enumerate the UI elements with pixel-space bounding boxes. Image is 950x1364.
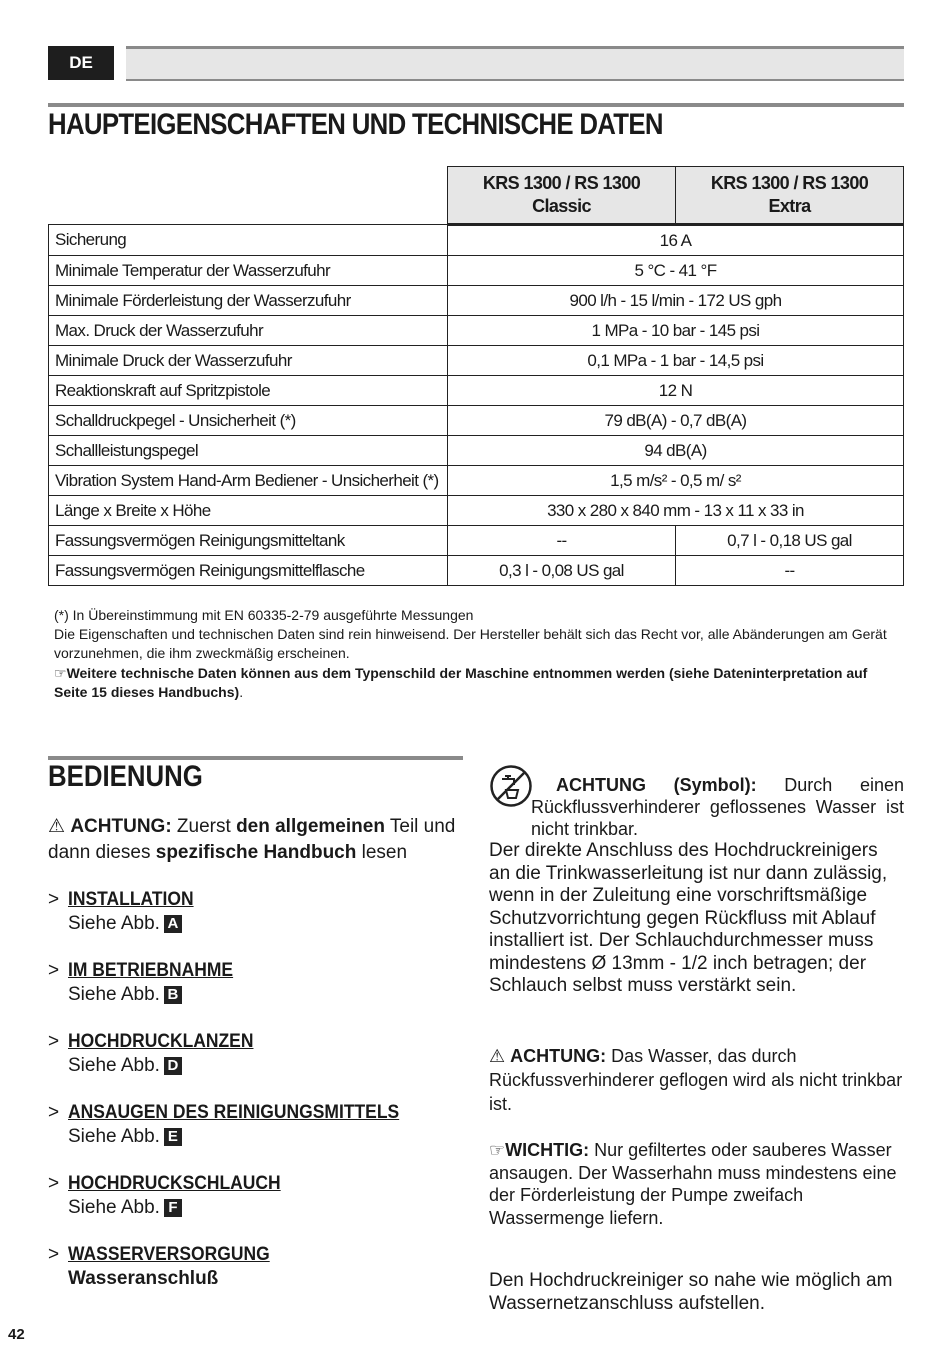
index-link[interactable]: HOCHDRUCKSCHLAUCH [68, 1173, 281, 1194]
index-item-installation: > INSTALLATION Siehe Abb. A [48, 889, 194, 934]
index-link[interactable]: ANSAUGEN DES REINIGUNGSMITTELS [68, 1102, 400, 1123]
index-subheading: Wasseranschluß [68, 1268, 219, 1289]
figure-badge: D [164, 1057, 182, 1075]
pointing-hand-icon: ☞ [489, 1140, 506, 1160]
measurement-note: (*) In Übereinstimmung mit EN 60335-2-79 ausgeführte Messungen [54, 607, 474, 623]
warning-icon: ⚠ [48, 816, 66, 837]
table-row: Minimale Temperatur der Wasserzufuhr 5 °C - 41 °F [49, 256, 904, 286]
language-badge: DE [48, 46, 114, 80]
table-row: Reaktionskraft auf Spritzpistole 12 N [49, 376, 904, 406]
water-supply-info [489, 764, 904, 998]
title-rule [48, 103, 904, 107]
index-item-hochdruckschlauch: > HOCHDRUCKSCHLAUCH Siehe Abb. F [48, 1173, 281, 1218]
table-row: Länge x Breite x Höhe 330 x 280 x 840 mm - 13 x 11 x 33 in [49, 496, 904, 526]
pointing-hand-icon: ☞ [54, 665, 67, 681]
column-header-classic: KRS 1300 / RS 1300 Classic [448, 167, 676, 225]
index-item-wasserversorgung [48, 1243, 468, 1314]
table-row: Schallleistungspegel 94 dB(A) [49, 436, 904, 466]
spec-table [48, 166, 904, 586]
index-item-reinigungsmittel: > ANSAUGEN DES REINIGUNGSMITTELS Siehe Abb. E [48, 1102, 400, 1147]
table-row: Max. Druck der Wasserzufuhr 1 MPa - 10 bar - 145 psi [49, 316, 904, 346]
chevron-right-icon: > [48, 960, 60, 981]
chevron-right-icon: > [48, 1102, 60, 1123]
warning-icon: ⚠ [489, 1046, 506, 1066]
index-item-hochdrucklanzen: > HOCHDRUCKLANZEN Siehe Abb. D [48, 1031, 254, 1076]
important-note: ☞WICHTIG: Nur gefiltertes oder sauberes Wasser ansaugen. Der Wasserhahn muss mindestens eine der Förderleistung der Pumpe zweifach Wassermenge liefern. [489, 1140, 897, 1228]
placement-paragraph: Den Hochdruckreiniger so nahe wie möglich am Wassernetzanschluss aufstellen. [489, 1270, 893, 1314]
table-row: Minimale Druck der Wasserzufuhr 0,1 MPa - 1 bar - 14,5 psi [49, 346, 904, 376]
chevron-right-icon: > [48, 1031, 60, 1052]
index-item-betriebnahme: > IM BETRIEBNAHME Siehe Abb. B [48, 960, 234, 1005]
general-warning: ⚠ ACHTUNG: Zuerst den allgemeinen Teil und dann dieses spezifische Handbuch lesen [48, 816, 456, 863]
figure-badge: E [164, 1128, 182, 1146]
table-row: Vibration System Hand-Arm Bediener - Unsicherheit (*) 1,5 m/s² - 0,5 m/ s² [49, 466, 904, 496]
table-row: Fassungsvermögen Reinigungsmittelflasche 0,3 l - 0,08 US gal -- [49, 556, 904, 586]
table-row: Fassungsvermögen Reinigungsmitteltank -- 0,7 l - 0,18 US gal [49, 526, 904, 556]
figure-badge: B [164, 986, 182, 1004]
disclaimer-note: Die Eigenschaften und technischen Daten sind rein hinweisend. Der Hersteller behält sich das Recht vor, alle Abänderungen am Gerät vorzunehmen, die ihm zweckmäßig erscheinen. [54, 626, 887, 661]
backflow-warning: ⚠ ACHTUNG: Das Wasser, das durch Rückfussverhinderer geflogen wird als nicht trinkbar ist. [489, 1046, 903, 1114]
chevron-right-icon: > [48, 1244, 60, 1265]
table-row: Minimale Förderleistung der Wasserzufuhr 900 l/h - 15 l/min - 172 US gph [49, 286, 904, 316]
table-corner [49, 167, 448, 225]
section-index [48, 888, 468, 1314]
chevron-right-icon: > [48, 889, 60, 910]
index-link[interactable]: WASSERVERSORGUNG [68, 1244, 270, 1265]
table-row: Schalldruckpegel - Unsicherheit (*) 79 dB(A) - 0,7 dB(A) [49, 406, 904, 436]
symbol-warning: ACHTUNG (Symbol): Durch einen Rückflussverhinderer geflossenes Wasser ist nicht trinkbar. [531, 775, 904, 839]
header-strip [126, 46, 904, 81]
table-row: Sicherung 16 A [49, 225, 904, 256]
figure-badge: A [164, 915, 182, 933]
index-link[interactable]: IM BETRIEBNAHME [68, 960, 234, 981]
section-title: BEDIENUNG [48, 760, 203, 793]
page-number: 42 [8, 1326, 25, 1343]
page-title: HAUPTEIGENSCHAFTEN UND TECHNISCHE DATEN [48, 108, 663, 141]
figure-badge: F [164, 1199, 182, 1217]
language-header [48, 46, 904, 80]
table-notes [54, 606, 904, 702]
connection-paragraph: Der direkte Anschluss des Hochdruckreinigers an die Trinkwasserleitung ist nur dann zulässig, wenn in der Zuleitung eine vorschriftsmäßige Schutzvorrichtung gegen Rückfluss mit Ablauf installiert ist. Der Schlauchdurchmesser muss mindestens Ø 13mm - 1/2 inch betragen; der Schlauch selbst muss verstärkt sein. [489, 840, 888, 996]
index-link[interactable]: INSTALLATION [68, 889, 194, 910]
no-drinking-water-icon [489, 764, 533, 808]
column-header-extra: KRS 1300 / RS 1300 Extra [676, 167, 904, 225]
typeplate-note: ☞Weitere technische Daten können aus dem Typenschild der Maschine entnommen werden (siehe Dateninterpretation auf Seite 15 dieses Handbuchs). [54, 665, 868, 700]
chevron-right-icon: > [48, 1173, 60, 1194]
index-link[interactable]: HOCHDRUCKLANZEN [68, 1031, 254, 1052]
